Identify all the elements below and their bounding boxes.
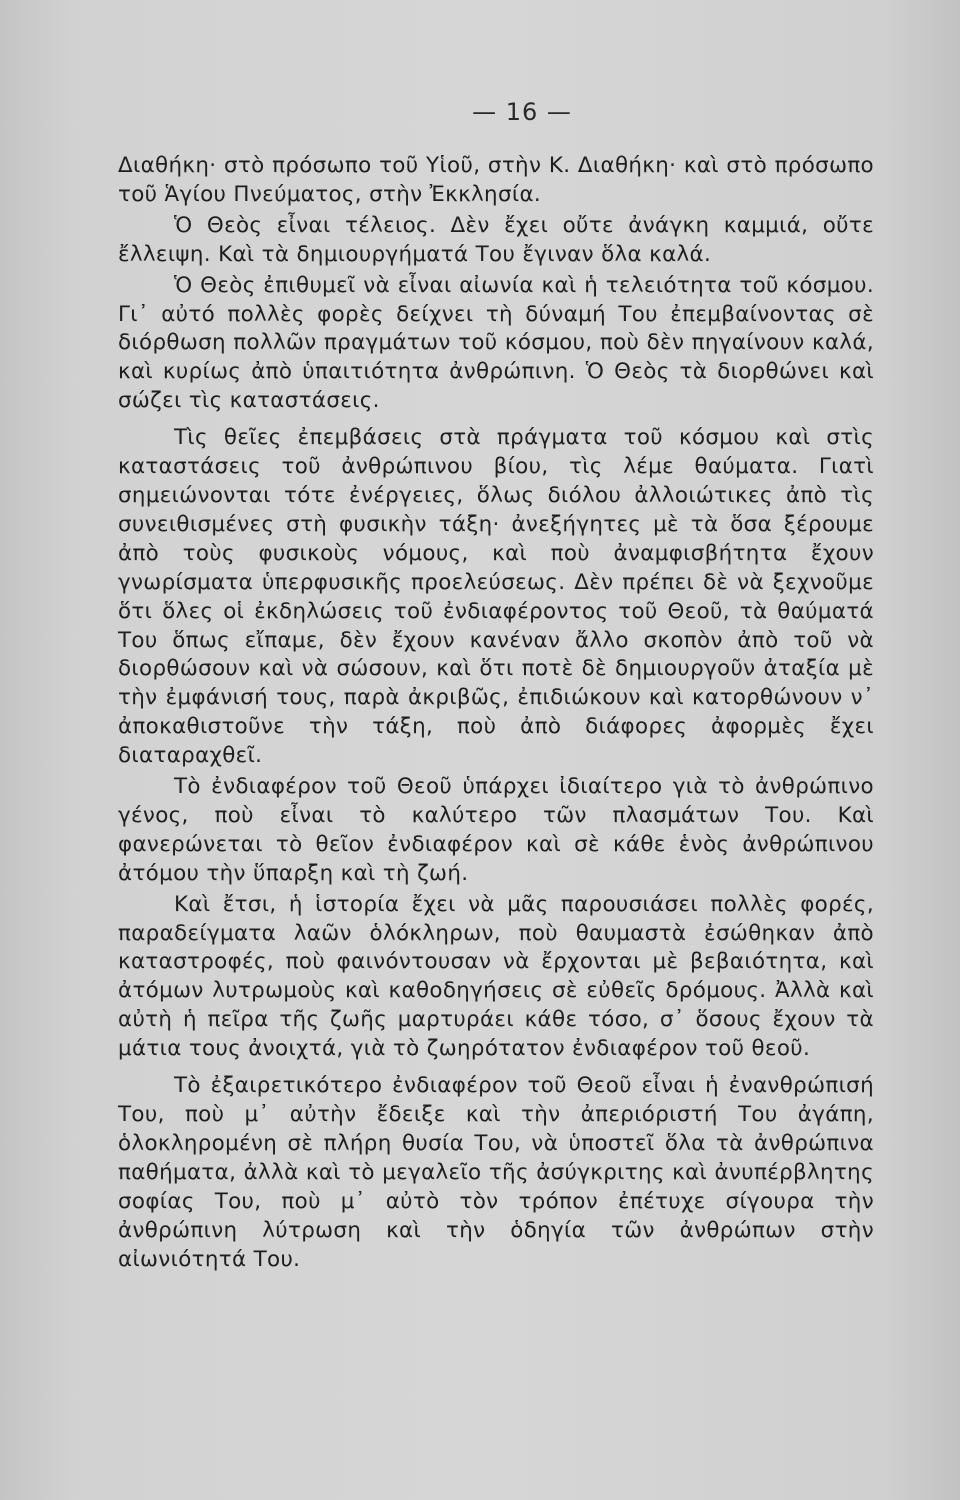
page-number: — 16 — bbox=[472, 98, 572, 126]
paragraph-perfection: Ὁ Θεὸς εἶναι τέλειος. Δὲν ἔχει οὔτε ἀνάγκη καμμιά, οὔτε ἔλλειψη. Καὶ τὰ δημιουργήματά Του ἔγιναν ὅλα καλά. bbox=[118, 212, 874, 267]
paragraph-continuation: Διαθήκη· στὸ πρόσωπο τοῦ Υἱοῦ, στὴν Κ. Διαθήκη· καὶ στὸ πρόσωπο τοῦ Ἁγίου Πνεύματος, στὴν Ἐκκλησία. bbox=[118, 153, 874, 207]
paragraph-history: Καὶ ἔτσι, ἡ ἱστορία ἔχει νὰ μᾶς παρουσιάσει πολλὲς φορές, παραδείγματα λαῶν ὁλόκληρων, ποὺ θαυμαστὰ ἐσώθηκαν ἀπὸ καταστροφές, ποὺ φαινόντουσαν νὰ ἔρχονται μὲ βεβαιότητα, καὶ ἀτόμων λυτρωμοὺς καὶ καθοδηγήσεις σὲ εὐθεῖς δρόμους. Ἀλλὰ καὶ αὐτὴ ἡ πεῖρα τῆς ζωῆς μαρτυράει κάθε τόσο, σ᾿ ὅσους ἔχουν τὰ μάτια τους ἀνοιχτά, γιὰ τὸ ζωηρότατον ἐνδιαφέρον τοῦ θεοῦ. bbox=[118, 891, 874, 1062]
paragraph-human-race: Τὸ ἐνδιαφέρον τοῦ Θεοῦ ὑπάρχει ἰδιαίτερο γιὰ τὸ ἀνθρώπινο γένος, ποὺ εἶναι τὸ καλύτερο τῶν πλασμάτων Του. Καὶ φανερώνεται τὸ θεῖον ἐνδιαφέρον καὶ σὲ κάθε ἑνὸς ἀνθρώπινου ἀτόμου τὴν ὕπαρξη καὶ τὴ ζωή. bbox=[118, 774, 874, 886]
paragraph-incarnation: Τὸ ἐξαιρετικότερο ἐνδιαφέρον τοῦ Θεοῦ εἶναι ἡ ἐνανθρώπισή Του, ποὺ μ᾿ αὐτὴν ἔδειξε καὶ τὴν ἀπεριόριστή Του ἀγάπη, ὁλοκληρομένη σὲ πλήρη θυσία Του, νὰ ὑποστεῖ ὅλα τὰ ἀνθρώπινα παθήματα, ἀλλὰ καὶ τὸ μεγαλεῖο τῆς ἀσύγκριτης καὶ ἀνυπέρβλητης σοφίας Του, ποὺ μ᾿ αὐτὸ τὸν τρόπον ἐπέτυχε σίγουρα τὴν ἀνθρώπινη λύτρωση καὶ τὴν ὁδηγία τῶν ἀνθρώπων στὴν αἰωνιότητά Του. bbox=[118, 1073, 874, 1272]
paragraph-miracles: Τὶς θεῖες ἐπεμβάσεις στὰ πράγματα τοῦ κόσμου καὶ στὶς καταστάσεις τοῦ ἀνθρώπινου βίου, τὶς λέμε θαύματα. Γιατὶ σημειώνονται τότε ἐνέργειες, ὅλως διόλου ἀλλοιώτικες ἀπὸ τὶς συνειθισμένες στὴ φυσικὴν τάξη· ἀνεξήγητες μὲ τὰ ὅσα ξέρουμε ἀπὸ τοὺς φυσικοὺς νόμους, καὶ ποὺ ἀναμφισβήτητα ἔχουν γνωρίσματα ὑπερφυσικῆς προελεύσεως. Δὲν πρέπει δὲ νὰ ξεχνοῦμε ὅτι ὅλες οἱ ἐκδηλώσεις τοῦ ἐνδιαφέροντος τοῦ Θεοῦ, τὰ θαύματά Του ὅπως εἴπαμε, δὲν ἔχουν κανέναν ἄλλο σκοπὸν ἀπὸ τοῦ νὰ διορθώσουν καὶ νὰ σώσουν, καὶ ὅτι ποτὲ δὲ δημιουργοῦν ἀταξία μὲ τὴν ἐμφάνισή τους, παρὰ ἀκριβῶς, ἐπιδιώκουν καὶ κατορθώνουν ν᾿ ἀποκαθιστοῦνε τὴν τάξη, ποὺ ἀπὸ διάφορες ἀφορμὲς ἔχει διαταραχθεῖ. bbox=[118, 425, 874, 769]
paragraph-divine-correction: Ὁ Θεὸς ἐπιθυμεῖ νὰ εἶναι αἰωνία καὶ ἡ τελειότητα τοῦ κόσμου. Γι᾿ αὐτό πολλὲς φορὲς δείχνει τὴ δύναμή Του ἐπεμβαίνοντας σὲ διόρθωση πολλῶν πραγμάτων τοῦ κόσμου, ποὺ δὲν πηγαίνουν καλά, καὶ κυρίως ἀπὸ ὑπαιτιότητα ἀνθρώπινη. Ὁ Θεὸς τὰ διορθώνει καὶ σώζει τὶς καταστάσεις. bbox=[118, 272, 874, 414]
body-text bbox=[118, 152, 874, 1274]
